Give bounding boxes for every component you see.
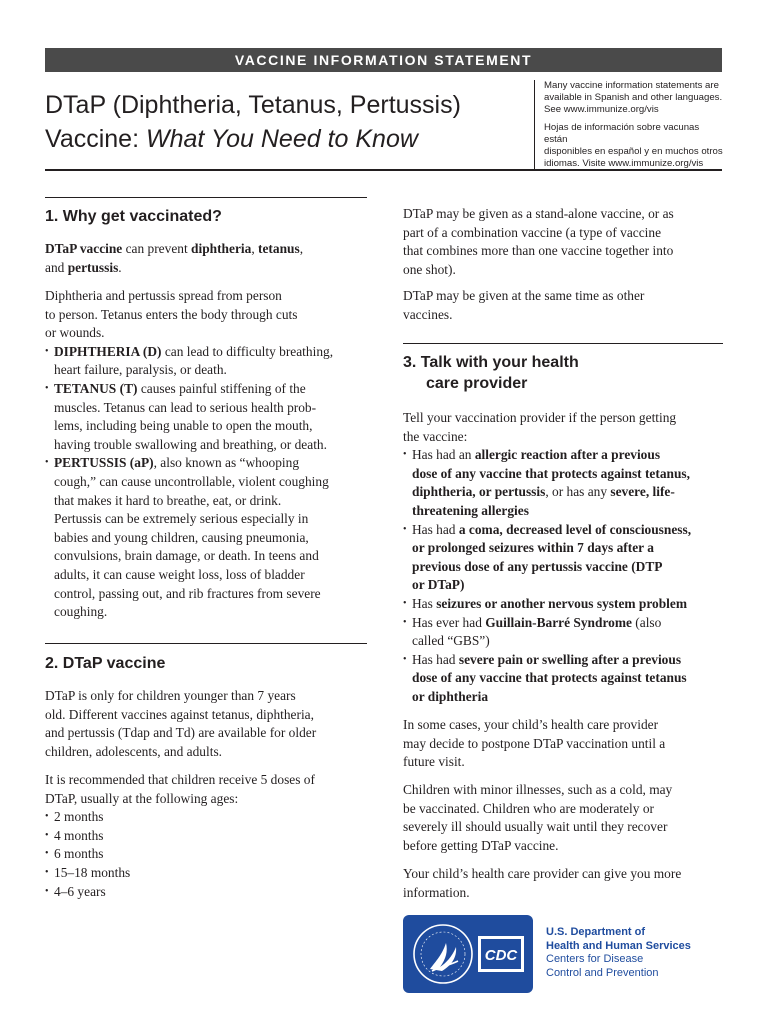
list-item-tetanus: • TETANUS (T) causes painful stiffening of the muscles. Tetanus can lead to serious health prob- lems, including being unable to open the mouth, having trouble swallowing and breathing, or death.: [45, 380, 367, 454]
disease-list: [45, 343, 367, 622]
vis-banner: VACCINE INFORMATION STATEMENT: [45, 48, 722, 72]
title-italic: What You Need to Know: [145, 125, 418, 153]
list-item-pain-swelling: • Has had severe pain or swelling after a previous dose of any vaccine that protects against tetanus or diphtheria: [403, 651, 723, 707]
hhs-seal-icon: [412, 921, 474, 987]
language-note-english: Many vaccine information statements are available in Spanish and other languages. See www.immunize.org/vis: [544, 80, 723, 115]
list-item-coma: • Has had a coma, decreased level of consciousness, or prolonged seizures within 7 days after a previous dose of any pertussis vaccine (DTP or DTaP): [403, 521, 723, 595]
section-3-rule: [403, 343, 723, 344]
cdc-mark-icon: [477, 935, 525, 973]
header-divider: [45, 169, 722, 171]
page-title: [45, 88, 535, 156]
section-3-more-info-text: Your child’s health care provider can give you more information.: [403, 866, 682, 900]
language-note-spanish: Hojas de información sobre vacunas están disponibles en español y en muchos otros idiomas. Visite www.immunize.org/vis: [544, 122, 723, 169]
list-item: • 6 months: [45, 845, 367, 864]
list-item: • 4–6 years: [45, 883, 367, 902]
title-line-2: [45, 122, 535, 156]
list-item-allergy: • Has had an allergic reaction after a previous dose of any vaccine that protects against tetanus, diphtheria, or pertussis, or has any severe, life- threatening allergies: [403, 446, 723, 520]
section-2-age-text: DTaP is only for children younger than 7 years old. Different vaccines against tetanus, diphtheria, and pertussis (Tdap and Td) are available for older children, adolescents, and adults.: [45, 688, 317, 759]
list-item-diphtheria: • DIPHTHERIA (D) can lead to difficulty breathing, heart failure, paralysis, or death.: [45, 343, 367, 380]
language-note: [534, 80, 724, 170]
section-2-same-time-text: DTaP may be given at the same time as other vaccines.: [403, 288, 645, 322]
list-item-seizures: • Has seizures or another nervous system problem: [403, 595, 723, 614]
section-2-heading: 2. DTaP vaccine: [45, 655, 166, 672]
list-item: • 4 months: [45, 827, 367, 846]
section-2-dose-schedule: It is recommended that children receive 5 doses of DTaP, usually at the following ages: • 2 months • 4 months • 6 months • 15–18 months • 4–6 years: [45, 771, 367, 901]
list-item-pertussis: • PERTUSSIS (aP), also known as “whooping cough,” can cause uncontrollable, violent coughing that makes it hard to breathe, eat, or drink. Pertussis can be extremely serious especially in babies and young children, causing pneumonia, convulsions, brain damage, or death. In teens and adults, it can cause weight loss, loss of bladder control, passing out, and rib fractures from severe coughing.: [45, 454, 367, 621]
svg-text:CDC: CDC: [484, 947, 518, 964]
list-item-gbs: • Has ever had Guillain-Barré Syndrome (also called “GBS”): [403, 614, 723, 651]
section-3-postpone-text: In some cases, your child’s health care provider may decide to postpone DTaP vaccination until a future visit.: [403, 717, 666, 770]
section-1-rule: [45, 197, 367, 198]
title-prefix: Vaccine:: [45, 125, 146, 153]
dose-age-list: [45, 808, 367, 901]
section-1-intro: DTaP vaccine can prevent diphtheria, tetanus, and pertussis.: [45, 241, 304, 275]
section-3-conditions: Tell your vaccination provider if the person getting the vaccine: • Has had an allergic reaction after a previous dose of any vaccine that protects against tetanus, diphtheria, or pertussis, or has any severe, life- threatening allergies • Has had a coma, decreased level of consciousness, or prolonged seizures within 7 days after a previous dose of any pertussis vaccine (DTP or DTaP) • Has seizures or another nervous system problem • Has ever had Guillain-Barré Syndrome (also called “GBS”) • Has had severe pain or swelling after a previous dose of any vaccine that protects against tetanus or diphtheria: [403, 409, 723, 707]
title-line-1: DTaP (Diphtheria, Tetanus, Pertussis): [45, 91, 461, 119]
agency-name: U.S. Department of Health and Human Services Centers for Disease Control and Prevention: [546, 926, 691, 979]
section-3-heading: 3. Talk with your health care provider: [403, 354, 579, 392]
condition-list: [403, 446, 723, 706]
section-2-rule: [45, 643, 367, 644]
section-1-spread-text: Diphtheria and pertussis spread from person to person. Tetanus enters the body through cuts or wounds. • DIPHTHERIA (D) can lead to difficulty breathing, heart failure, paralysis, or death. • TETANUS (T) causes painful stiffening of the muscles. Tetanus can lead to serious health prob- lems, including being unable to open the mouth, having trouble swallowing and breathing, or death. • PERTUSSIS (aP), also known as “whooping cough,” can cause uncontrollable, violent coughing that makes it hard to breathe, eat, or drink. Pertussis can be extremely serious especially in babies and young children, causing pneumonia, convulsions, brain damage, or death. In teens and adults, it can cause weight loss, loss of bladder control, passing out, and rib fractures from severe coughing.: [45, 287, 367, 622]
list-item: • 15–18 months: [45, 864, 367, 883]
hhs-cdc-logo: [403, 915, 533, 993]
list-item: • 2 months: [45, 808, 367, 827]
section-2-combination-text: DTaP may be given as a stand-alone vaccine, or as part of a combination vaccine (a type of vaccine that combines more than one vaccine together into one shot).: [403, 206, 674, 277]
section-1-heading: 1. Why get vaccinated?: [45, 208, 222, 225]
section-3-illness-text: Children with minor illnesses, such as a cold, may be vaccinated. Children who are moderately or severely ill should usually wait until they recover before getting DTaP vaccine.: [403, 782, 673, 853]
